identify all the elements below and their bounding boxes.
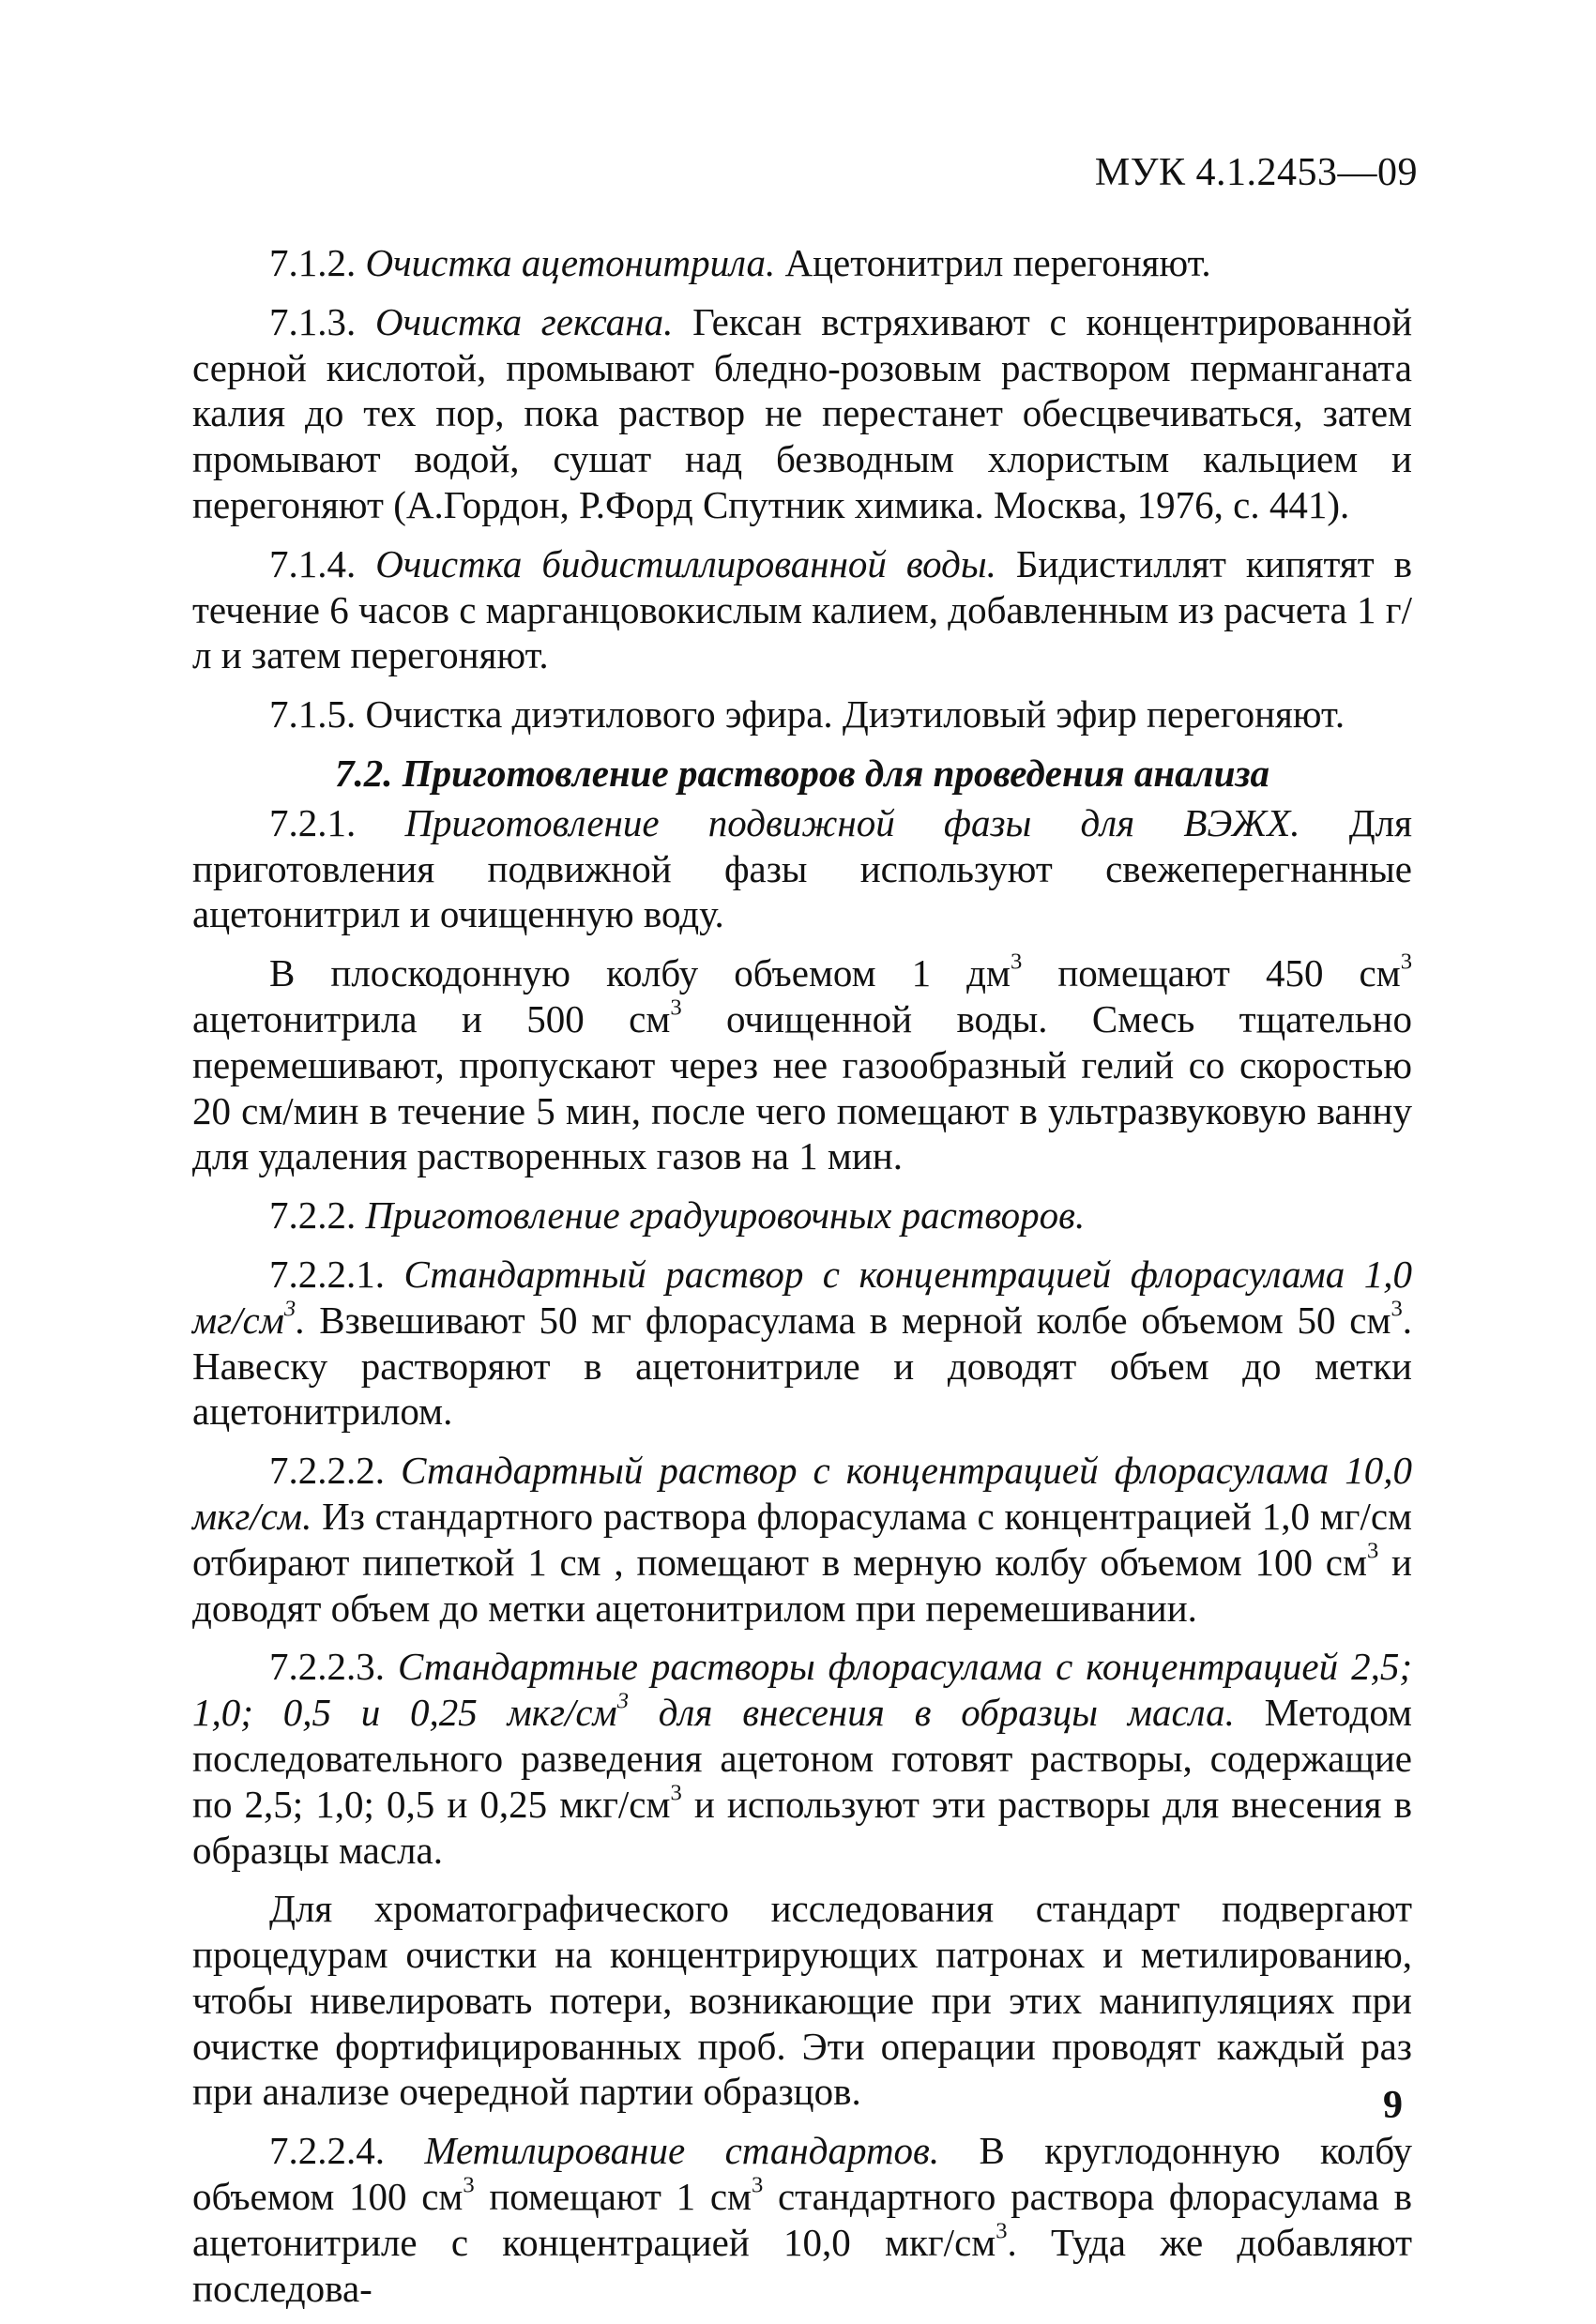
- paragraph-7-1-2: 7.1.2. Очистка ацетонитрила. Ацетонитрил перегоняют.: [269, 241, 1211, 284]
- paragraph-7-2-2: 7.2.2. Приготовление градуировочных растворов.: [269, 1193, 1086, 1238]
- paragraph-mobile-phase-preparation: В плоскодонную колбу объемом 1 $дм^3$ помещают 450 $см^3$ ацетонитрила и 500 $см^3$ очищенной воды. Смесь тщательно перемешивают, пропускают через нее газообразный гелий со скоростью 20 см/мин в течение 5 мин, после чего помещают в ультразвуковую ванну для удаления растворенных газов на 1 мин.: [192, 949, 1412, 1178]
- section-heading-7-2: 7.2. Приготовление растворов для проведения анализа: [334, 751, 1270, 795]
- paragraph-7-2-2-4: 7.2.2.4. Метилирование стандартов. В круглодонную колбу объемом 100 $см^3$ помещают 1 $см^3$ стандартного раствора флорасулама в ацетонитриле с концентрацией 10,0 мкг/$см^3$. Туда же добавляют последова-: [192, 2129, 1413, 2310]
- paragraph-7-2-2-3: 7.2.2.3. Стандартные растворы флорасулама с концентрацией 2,5; 1,0; 0,5 и 0,25 мкг/$см^3$ для внесения в образцы масла. Методом последовательного разведения ацетоном готовят растворы, содержащие по 2,5; 1,0; 0,5 и 0,25 мкг/$см^3$ и используют эти растворы для внесения в образцы масла.: [192, 1645, 1412, 1872]
- paragraph-7-2-2-1: 7.2.2.1. Стандартный раствор с концентрацией флорасулама 1,0 $мг/см^3$. Взвешивают 50 мг флорасулама в мерной колбе объемом 50 $см^3$. Навеску растворяют в ацетонитриле и доводят объем до метки ацетонитрилом.: [192, 1252, 1413, 1434]
- document-code-header: МУК 4.1.2453—09: [1094, 151, 1418, 194]
- paragraph-7-1-4: 7.1.4. Очистка бидистиллированной воды. Бидистиллят кипятят в течение 6 часов с марганцовокислым калием, добавленным из расчета 1 г/л и затем перегоняют.: [192, 541, 1412, 677]
- paragraph-chromatographic-study: Для хроматографического исследования стандарт подвергают процедурам очистки на концентрирующих патронах и метилированию, чтобы нивелировать потери, возникающие при этих манипуляциях при очистке фортифицированных проб. Эти операции проводят каждый раз при анализе очередной партии образцов.: [192, 1887, 1412, 2114]
- page-number: 9: [1383, 2084, 1403, 2127]
- document-body: [192, 240, 1412, 2324]
- paragraph-7-1-3: 7.1.3. Очистка гексана. Гексан встряхивают с концентрированной серной кислотой, промывают бледно-розовым раствором перманганата калия до тех пор, пока раствор не перестанет обесцвечиваться, затем промывают водой, сушат над безводным хлористым кальцием и перегоняют (А.Гордон, Р.Форд Спутник химика. Москва, 1976, с. 441).: [192, 299, 1413, 526]
- paragraph-7-2-2-2: 7.2.2.2. Стандартный раствор с концентрацией флорасулама 10,0 мкг/см. Из стандартного раствора флорасулама с концентрацией 1,0 мг/см отбирают пипеткой 1 см , помещают в мерную колбу объемом 100 $см^3$ и доводят объем до метки ацетонитрилом при перемешивании.: [192, 1449, 1412, 1630]
- paragraph-7-1-5: 7.1.5. Очистка диэтилового эфира. Диэтиловый эфир перегоняют.: [269, 692, 1345, 737]
- paragraph-7-2-1: 7.2.1. Приготовление подвижной фазы для ВЭЖХ. Для приготовления подвижной фазы используют свежеперегнанные ацетонитрил и очищенную воду.: [192, 800, 1412, 936]
